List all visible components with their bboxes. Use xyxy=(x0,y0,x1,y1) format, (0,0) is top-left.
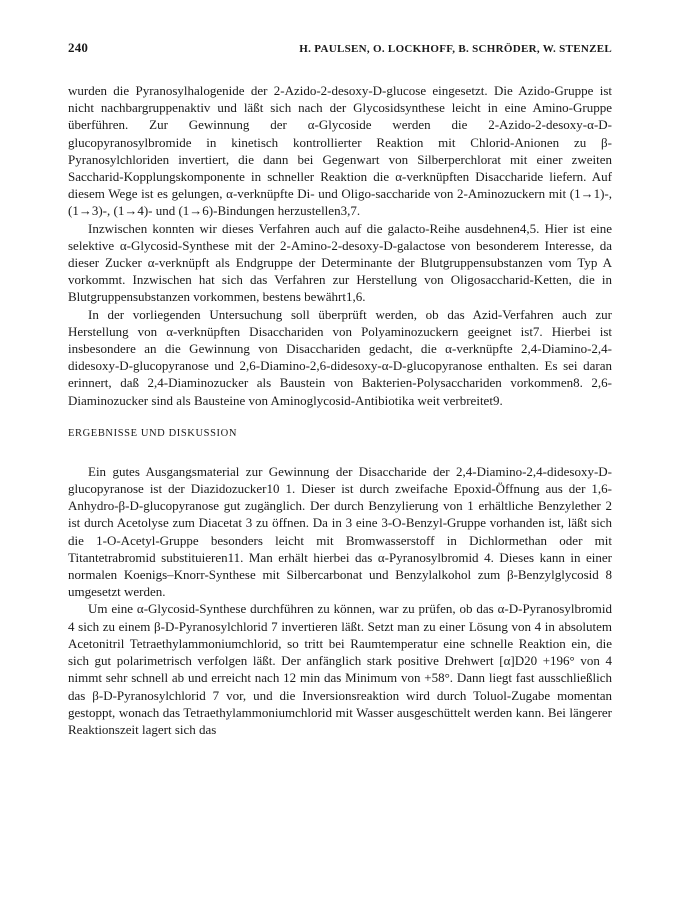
paragraph-galacto-series: Inzwischen konnten wir dieses Verfahren auch auf die galacto-Reihe ausdehnen4,5. Hier ist eine selektive α-Glycosid-Synthese mit der 2-Amino-2-desoxy-D-galactose von besonderem Interesse, da dieser Zucker α-verknüpft als Endgruppe der Determinante der Blutgruppensubstanzen vom Typ A vorkommt. Inzwischen hat sich das Verfahren zur Herstellung von Oligosaccharid-Ketten, die in Blutgruppensubstanzen vorkommen, bestens bewährt1,6. xyxy=(68,220,612,305)
paragraph-continuation: wurden die Pyranosylhalogenide der 2-Azido-2-desoxy-D-glucose eingesetzt. Die Azido-Gruppe ist nicht nachbargruppenaktiv und läßt sich nach der Glycosidsynthese leicht in eine Amino-Gruppe überführen. Zur Gewinnung der α-Glycoside werden die 2-Azido-2-desoxy-α-D-glucopyranosylbromide in kinetisch kontrollierter Reaktion mit Chlorid-Anionen zu β-Pyranosylchloriden invertiert, die dann bei Gegenwart von Silberperchlorat mit einer zweiten Saccharid-Kopplungskomponente in schneller Reaktion die α-verknüpften Disaccharide liefern. Auf diesem Wege ist es gelungen, α-verknüpfte Di- und Oligo-saccharide von 2-Aminozuckern mit (1→1)-, (1→3)-, (1→4)- und (1→6)-Bindungen herzustellen3,7. xyxy=(68,83,612,219)
page-number: 240 xyxy=(68,40,89,55)
paragraph-glycoside-synthesis: Um eine α-Glycosid-Synthese durchführen zu können, war zu prüfen, ob das α-D-Pyranosylbromid 4 sich zu einem β-D-Pyranosylchlorid 7 invertieren läßt. Setzt man zu einer Lösung von 4 in absolutem Acetonitril Tetraethylammoniumchlorid, so tritt bei Raumtemperatur eine schnelle Reaktion ein, die sich gut polarimetrisch verfolgen läßt. Der anfänglich stark positive Drehwert [α]D20 +196° von 4 nimmt sehr schnell ab und erreicht nach 12 min das Minimum von +58°. Dann liegt fast ausschließlich das β-D-Pyranosylchlorid 7 vor, und die Inversionsreaktion wird durch Toluol-Zugabe momentan gestoppt, wonach das Tetraethylammoniumchlorid mit Wasser ausgeschüttelt werden kann. Bei längerer Reaktionszeit lagert sich das xyxy=(68,601,612,737)
section-heading: ERGEBNISSE UND DISKUSSION xyxy=(68,427,238,439)
body-text xyxy=(68,82,612,738)
running-head xyxy=(68,40,612,58)
running-head-authors: H. PAULSEN, O. LOCKHOFF, B. SCHRÖDER, W. STENZEL xyxy=(299,43,612,55)
paragraph-present-investigation: In der vorliegenden Untersuchung soll überprüft werden, ob das Azid-Verfahren auch zur Herstellung von α-verknüpften Disacchariden von Polyaminozuckern geeignet ist7. Hierbei ist insbesondere an die Gewinnung von Disacchariden gedacht, die α-verknüpfte 2,4-Diamino-2,4-didesoxy-D-glucopyranose und 2,6-Diamino-2,6-didesoxy-α-D-glucopyranose enthalten. Es sei daran erinnert, daß 2,4-Diaminozucker als Baustein von Bakterien-Polysacchariden vorkommen8. 2,6-Diaminozucker sind als Bausteine von Aminoglycosid-Antibiotika weit verbreitet9. xyxy=(68,306,612,408)
journal-page xyxy=(68,40,612,738)
paragraph-starting-material: Ein gutes Ausgangsmaterial zur Gewinnung der Disaccharide der 2,4-Diamino-2,4-didesoxy-D-glucopyranose ist der Diazidozucker10 1. Dieser ist durch zweifache Epoxid-Öffnung aus der 1,6-Anhydro-β-D-glucopyranose gut zugänglich. Der durch Benzylierung von 1 erhältliche Benzylether 2 ist durch Acetolyse zum Diacetat 3 zu öffnen. Da in 3 eine 3-O-Benzyl-Gruppe vorhanden ist, läßt sich die 1-O-Acetyl-Gruppe besonders leicht mit Bromwasserstoff in Dichlormethan oder mit Titantetrabromid substituieren11. Man erhält hierbei das α-Pyranosylbromid 4. Dieses kann in einer normalen Koenigs–Knorr-Synthese mit Silbercarbonat und Benzylalkohol zum β-Benzylglycosid 8 umgesetzt werden. xyxy=(68,463,612,600)
